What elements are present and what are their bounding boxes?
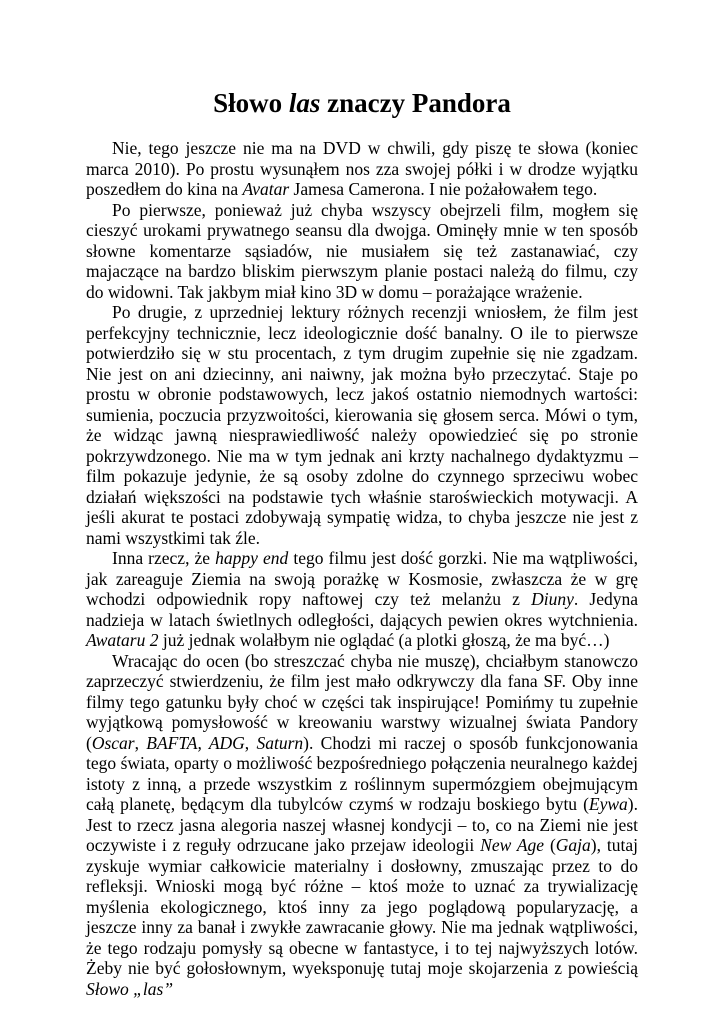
- italic-text: New Age: [480, 835, 545, 855]
- italic-text: Gaja: [555, 835, 591, 855]
- article-body: [86, 138, 638, 999]
- paragraph-text: Inna rzecz, że: [112, 548, 216, 568]
- italic-text: happy end: [215, 548, 289, 568]
- italic-text: Eywa: [588, 794, 628, 814]
- paragraph-text: ), tutaj zyskuje wymiar całkowicie materialny i dosłowny, zmuszając przez to do refleksji. Wnioski mogą być różne – ktoś może to uznać za trywializację myślenia ekologicznego, ktoś inny za jego poglądową popularyzację, a jeszcze inny za banał i zwykłe zawracanie głowy. Nie ma jednak wątpliwości, że tego rodzaju pomysły są obecne w fantastyce, i to tej najwyższych lotów. Żeby nie być gołosłownym, wyeksponuję tutaj moje skojarzenia z powieścią: [86, 835, 638, 978]
- paragraph-text: Po drugie, z uprzedniej lektury różnych recenzji wniosłem, że film jest perfekcyjny technicznie, lecz ideologicznie dość banalny. O ile to pierwsze potwierdziło się w stu procentach, z tym drugim zupełnie się nie zgadzam. Nie jest on ani dziecinny, ani naiwny, jak można było przeczytać. Staje po prostu w obronie podstawowych, lecz jakoś ostatnio niemodnych wartości: sumienia, poczucia przyzwoitości, kierowania się głosem serca. Mówi o tym, że widząc jawną niesprawiedliwość należy opowiedzieć się po stronie pokrzywdzonego. Nie ma w tym jednak ani krzty nachalnego dydaktyzmu – film pokazuje jedynie, że są osoby zdolne do czynnego sprzeciwu wobec działań większości na podstawie tych właśnie staroświeckich motywacji. A jeśli akurat te postaci zdobywają sympatię widza, to chyba jeszcze nie jest z nami wszystkimi tak źle.: [86, 302, 638, 548]
- italic-text: Oscar: [91, 732, 135, 753]
- title-part-1: Słowo: [213, 88, 289, 118]
- paragraph-text: . Jedyna nadzieja w latach świetlnych odległości, dających pewien okres wytchnienia.: [86, 589, 638, 630]
- italic-text: BAFTA, ADG: [146, 732, 245, 753]
- title-part-3: znaczy Pandora: [320, 88, 511, 118]
- paragraph: [86, 200, 638, 303]
- paragraph-text: Po pierwsze, ponieważ już chyba wszyscy obejrzeli film, mogłem się cieszyć urokami prywatnego seansu dla dwojga. Ominęły mnie w ten sposób słowne komentarze sąsiadów, nie musiałem się też zastanawiać, czy majaczące na bardzo bliskim pierwszym planie postaci należą do filmu, czy do widowni. Tak jakbym miał kino 3D w domu – porażające wrażenie.: [86, 199, 638, 302]
- paragraph-text: już jednak wolałbym nie oglądać (a plotki głoszą, że ma być…): [158, 630, 610, 650]
- page-title: [0, 86, 724, 120]
- paragraph-text: ,: [244, 732, 257, 753]
- italic-text: Słowo „las”: [86, 978, 174, 999]
- paragraph-text: ). Jest to rzecz jasna alegoria naszej własnej kondycji – to, co na Ziemi nie jest oczywiste i z reguły odrzucane jako przejaw ideologii: [86, 794, 638, 855]
- paragraph-text: Jamesa Camerona. I nie pożałowałem tego.: [289, 179, 598, 199]
- title-italic-word: las: [288, 88, 321, 118]
- italic-text: Diuny: [531, 589, 574, 609]
- paragraph-text: Nie, tego jeszcze nie ma na DVD w chwili, gdy piszę te słowa (koniec marca 2010). Po prostu wysunąłem nos zza swojej półki i w drodze wyjątku poszedłem do kina na: [86, 138, 638, 199]
- paragraph: [86, 548, 638, 651]
- paragraph: [86, 138, 638, 200]
- paragraph-text: tego filmu jest dość gorzki. Nie ma wątpliwości, jak zareaguje Ziemia na swoją porażkę w Kosmosie, zwłaszcza że w grę wchodzi odpowiednik ropy naftowej czy też melanżu z: [86, 548, 638, 609]
- paragraph: [86, 302, 638, 548]
- italic-text: Awataru 2: [86, 630, 159, 650]
- paragraph: [86, 651, 638, 1000]
- italic-text: Saturn: [256, 732, 304, 753]
- paragraph-text: ). Chodzi mi raczej o sposób funkcjonowania tego świata, oparty o możliwość bezpośredniego połączenia neuralnego każdej istoty z inną, a przede wszystkim z roślinnym supermózgiem obejmującym całą planetę, będącym dla tubylców czymś w rodzaju boskiego bytu (: [86, 732, 639, 814]
- paragraph-text: (: [544, 835, 556, 855]
- paragraph-text: Wracając do ocen (bo streszczać chyba nie muszę), chciałbym stanowczo zaprzeczyć stwierdzeniu, że film jest mało odkrywczy dla fana SF. Oby inne filmy tego gatunku były choć w części tak inspirujące! Pomińmy tu zupełnie wyjątkową pomysłowość w kreowaniu warstwy wizualnej świata Pandory (: [86, 650, 638, 753]
- paragraph-text: ,: [134, 732, 147, 753]
- italic-text: Avatar: [242, 179, 290, 199]
